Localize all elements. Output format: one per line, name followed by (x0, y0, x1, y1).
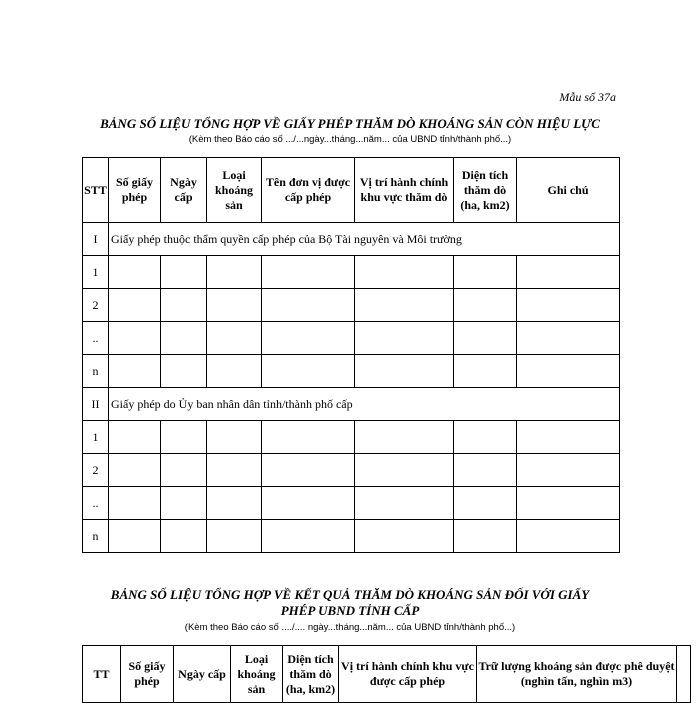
header-cell: Loại khoáng sản (231, 646, 283, 703)
header-cell: Diện tích thăm dò (ha, km2) (283, 646, 339, 703)
row-number: 2 (83, 454, 109, 487)
row-number: .. (83, 322, 109, 355)
table2-title-line1: BẢNG SỐ LIỆU TỔNG HỢP VỀ KẾT QUẢ THĂM DÒ KHOÁNG SẢN ĐỐI VỚI GIẤY (110, 587, 590, 602)
header-cell: TT (83, 646, 121, 703)
table-row (83, 355, 620, 388)
row-number: 1 (83, 256, 109, 289)
section-row (83, 223, 620, 256)
table-row (83, 322, 620, 355)
table-row (83, 421, 620, 454)
section-number: II (83, 388, 109, 421)
table1-subtitle: (Kèm theo Báo cáo số .../...ngày...tháng...năm... của UBND tỉnh/thành phố...) (188, 134, 512, 145)
row-number: .. (83, 487, 109, 520)
table1-header-row (83, 158, 620, 223)
section-label: Giấy phép do Ủy ban nhân dân tỉnh/thành phố cấp (109, 388, 620, 421)
header-cell: Số giấy phép (121, 646, 174, 703)
table-row (83, 289, 620, 322)
header-cell: Tên đơn vị được cấp phép (262, 158, 355, 223)
header-cell: Diện tích thăm dò (ha, km2) (454, 158, 517, 223)
header-cell: Ghi chú (517, 158, 620, 223)
header-cell-extra (677, 646, 691, 703)
table-row (83, 454, 620, 487)
row-number: n (83, 355, 109, 388)
table2-title-line2: PHÉP UBND TỈNH CẤP (280, 603, 420, 618)
table-row (83, 487, 620, 520)
section-number: I (83, 223, 109, 256)
header-cell: Số giấy phép (109, 158, 161, 223)
table2-subtitle: (Kèm theo Báo cáo số ..../.... ngày...tháng...năm... của UBND tỉnh/thành phố...) (184, 622, 516, 633)
table-row (83, 520, 620, 553)
row-number: n (83, 520, 109, 553)
table-row (83, 256, 620, 289)
header-cell: Vị trí hành chính khu vực thăm dò (355, 158, 454, 223)
row-number: 2 (83, 289, 109, 322)
header-cell: Ngày cấp (174, 646, 231, 703)
section-row (83, 388, 620, 421)
header-cell: STT (83, 158, 109, 223)
row-number: 1 (83, 421, 109, 454)
table1-licenses (82, 157, 620, 553)
table2-header-row (83, 646, 691, 703)
form-number: Mẫu số 37a (559, 90, 616, 104)
section-label: Giấy phép thuộc thẩm quyền cấp phép của Bộ Tài nguyên và Môi trường (109, 223, 620, 256)
header-cell: Trữ lượng khoáng sản được phê duyệt (nghìn tấn, nghìn m3) (477, 646, 677, 703)
header-cell: Vị trí hành chính khu vực được cấp phép (339, 646, 477, 703)
header-cell: Loại khoáng sản (207, 158, 262, 223)
header-cell: Ngày cấp (161, 158, 207, 223)
table2-results (82, 645, 691, 703)
table1-title: BẢNG SỐ LIỆU TỔNG HỢP VỀ GIẤY PHÉP THĂM DÒ KHOÁNG SẢN CÒN HIỆU LỰC (100, 116, 600, 131)
